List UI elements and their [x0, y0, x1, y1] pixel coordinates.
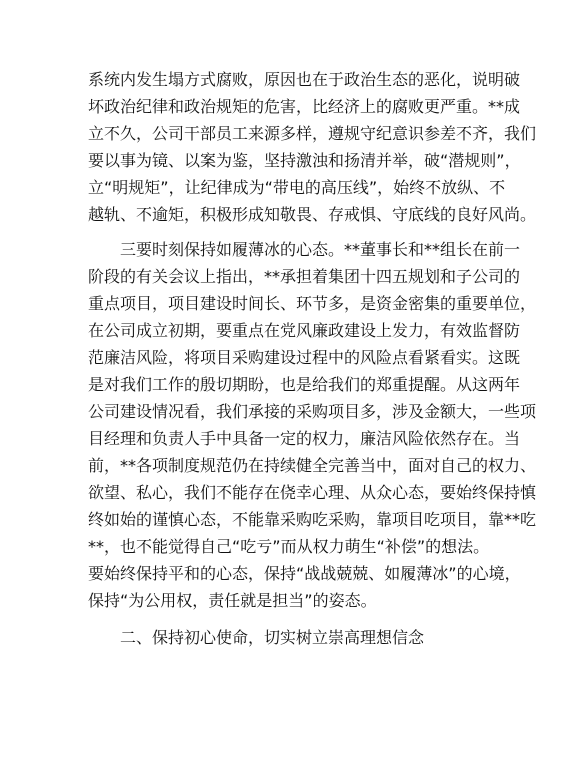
text-line: 欲望、私心，我们不能存在侥幸心理、从众心态，要始终保持慎 — [88, 483, 537, 502]
paragraph-prudence — [88, 236, 537, 614]
text-line: 越轨、不逾矩，积极形成知敬畏、存戒惧、守底线的良好风尚。 — [88, 205, 537, 224]
paragraph-discipline — [88, 66, 537, 228]
section-heading — [88, 624, 508, 651]
text-line: 三要时刻保持如履薄冰的心态。**董事长和**组长在前一 — [120, 240, 521, 259]
text-line: 要以事为镜、以案为鉴，坚持激浊和扬清并举，破“潜规则”， — [88, 151, 521, 170]
text-line: 公司建设情况看，我们承接的采购项目多，涉及金额大，一些项 — [88, 402, 537, 421]
text-line: 坏政治纪律和政治规矩的危害，比经济上的腐败更严重。**成 — [88, 97, 521, 116]
text-line: 范廉洁风险，将项目采购建设过程中的风险点看紧看实。这既 — [88, 348, 521, 367]
text-line: 立“明规矩”，让纪律成为“带电的高压线”，始终不放纵、不 — [88, 178, 506, 197]
text-line: 是对我们工作的殷切期盼，也是给我们的郑重提醒。从这两年 — [88, 375, 521, 394]
text-line: 前，**各项制度规范仍在持续健全完善当中，面对自己的权力、 — [88, 456, 537, 475]
text-line: 重点项目，项目建设时间长、环节多，是资金密集的重要单位， — [88, 294, 537, 313]
text-line: **，也不能觉得自己“吃亏”而从权力萌生“补偿”的想法。 — [88, 537, 490, 556]
text-line: 目经理和负责人手中具备一定的权力，廉洁风险依然存在。当 — [88, 429, 521, 448]
text-line: 阶段的有关会议上指出，**承担着集团十四五规划和子公司的 — [88, 267, 521, 286]
text-line: 终如始的谨慎心态，不能靠采购吃采购，靠项目吃项目，靠**吃 — [88, 510, 537, 529]
text-line: 立不久，公司干部员工来源多样，遵规守纪意识参差不齐，我们 — [88, 124, 537, 143]
text-line: 在公司成立初期，要重点在党风廉政建设上发力，有效监督防 — [88, 321, 521, 340]
text-line: 保持“为公用权，责任就是担当”的姿态。 — [88, 591, 377, 610]
text-line: 要始终保持平和的心态，保持“战战兢兢、如履薄冰”的心境， — [88, 564, 521, 583]
heading-text: 二、保持初心使命，切实树立崇高理想信念 — [120, 628, 425, 647]
text-line: 系统内发生塌方式腐败，原因也在于政治生态的恶化，说明破 — [88, 70, 521, 89]
